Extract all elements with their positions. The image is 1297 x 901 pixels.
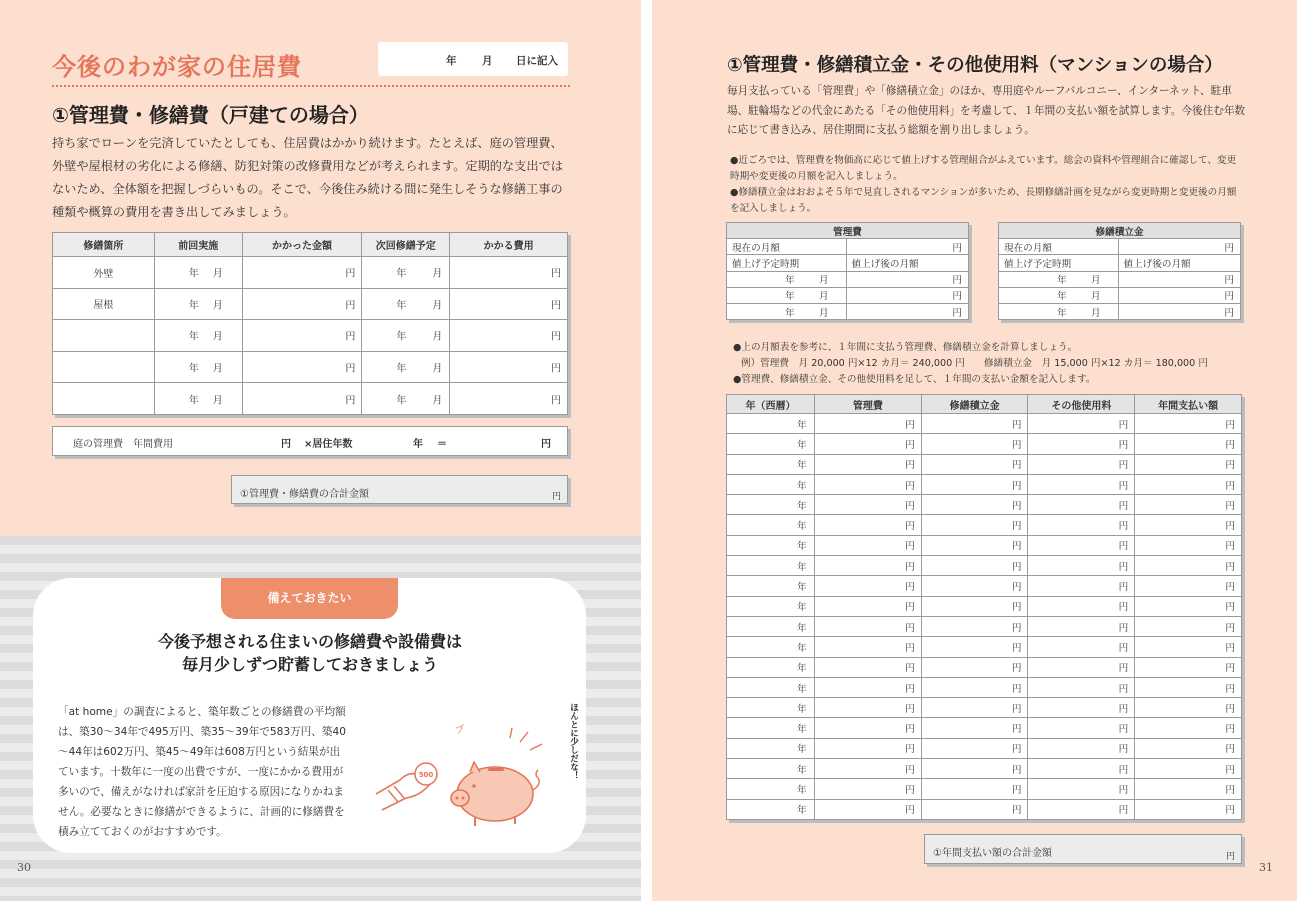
amount-cell[interactable]: 円 [814, 474, 921, 494]
sound-effect: ブ [453, 723, 467, 737]
table-row [727, 535, 1242, 555]
next-cost-cell[interactable]: 円 [450, 288, 568, 320]
amount-cell[interactable]: 円 [921, 677, 1028, 697]
change-date-cell[interactable]: 年 月 [727, 287, 847, 303]
gutter [641, 0, 652, 901]
amount-cell[interactable]: 円 [921, 474, 1028, 494]
amount-cell[interactable]: 円 [1135, 759, 1242, 779]
year-cell[interactable]: 年 [727, 779, 815, 799]
amount-cell[interactable]: 円 [1028, 414, 1135, 434]
total-box-house[interactable] [231, 475, 568, 504]
after-change-label: 値上げ後の月額 [1118, 255, 1241, 271]
year-cell[interactable]: 年 [727, 738, 815, 758]
amount-cell[interactable]: 円 [921, 596, 1028, 616]
amount-cell[interactable]: 円 [814, 596, 921, 616]
amount-cell[interactable]: 円 [921, 616, 1028, 636]
amount-cell[interactable]: 円 [1135, 637, 1242, 657]
change-date-cell[interactable]: 年 月 [999, 303, 1119, 319]
year-cell[interactable]: 年 [727, 698, 815, 718]
total-label: ①管理費・修繕費の合計金額 [240, 489, 369, 500]
table-row [727, 779, 1242, 799]
amount-cell[interactable]: 円 [921, 657, 1028, 677]
last-date-cell[interactable]: 年 月 [154, 288, 242, 320]
date-day-label: 日に記入 [516, 55, 558, 67]
amount-cell[interactable]: 円 [1028, 738, 1135, 758]
year-cell[interactable]: 年 [727, 576, 815, 596]
table-row [727, 556, 1242, 576]
table-row [727, 616, 1242, 636]
garden-equals: ＝ [437, 439, 447, 450]
example-line: 例）管理費 月 20,000 円×12 カ月＝ 240,000 円 修繕積立金 月 15,000 円×12 カ月＝ 180,000 円 [741, 358, 1208, 369]
amount-cell[interactable]: 円 [1028, 576, 1135, 596]
table-header: その他使用料 [1028, 395, 1135, 414]
amount-cell[interactable]: 円 [1135, 677, 1242, 697]
divider [52, 85, 570, 87]
amount-cell[interactable]: 円 [1135, 698, 1242, 718]
year-cell[interactable]: 年 [727, 596, 815, 616]
section-heading: ①管理費・修繕費（戸建ての場合） [52, 103, 369, 127]
after-amount-cell[interactable]: 円 [1118, 271, 1241, 287]
year-cell[interactable]: 年 [727, 657, 815, 677]
amount-cell[interactable]: 円 [1028, 718, 1135, 738]
total-box-condo[interactable] [924, 834, 1242, 864]
year-cell[interactable]: 年 [727, 677, 815, 697]
next-cost-cell[interactable]: 円 [450, 257, 568, 289]
table-header: かかった金額 [242, 233, 362, 257]
amount-cell[interactable]: 円 [1135, 434, 1242, 454]
garden-total-yen: 円 [541, 439, 551, 450]
amount-cell[interactable]: 円 [1135, 799, 1242, 819]
cost-cell[interactable]: 円 [242, 257, 362, 289]
date-entry-box[interactable] [378, 42, 568, 76]
year-cell[interactable]: 年 [727, 434, 815, 454]
note-annual: ●管理費、修繕積立金、その他使用料を足して、１年間の支払い金額を記入します。 [733, 374, 1096, 385]
cost-cell[interactable]: 円 [242, 351, 362, 383]
amount-cell[interactable]: 円 [1028, 698, 1135, 718]
amount-cell[interactable]: 円 [921, 759, 1028, 779]
notes-top [730, 153, 1245, 217]
cost-cell[interactable]: 円 [242, 288, 362, 320]
page-number-left: 30 [17, 861, 31, 874]
year-cell[interactable]: 年 [727, 515, 815, 535]
amount-cell[interactable]: 円 [1135, 657, 1242, 677]
table-row [53, 320, 568, 352]
current-monthly-cell[interactable]: 円 [1118, 239, 1241, 255]
garden-label: 庭の管理費 年間費用 [73, 439, 173, 450]
amount-cell[interactable]: 円 [1135, 474, 1242, 494]
year-cell[interactable]: 年 [727, 474, 815, 494]
table-row [727, 414, 1242, 434]
amount-cell[interactable]: 円 [814, 637, 921, 657]
condo-heading: ①管理費・修繕積立金・その他使用料（マンションの場合） [727, 55, 1223, 76]
amount-cell[interactable]: 円 [921, 576, 1028, 596]
year-cell[interactable]: 年 [727, 535, 815, 555]
amount-cell[interactable]: 円 [921, 779, 1028, 799]
table-row [727, 657, 1242, 677]
amount-cell[interactable]: 円 [814, 515, 921, 535]
amount-cell[interactable]: 円 [1135, 556, 1242, 576]
change-date-cell[interactable]: 年 月 [727, 303, 847, 319]
table-row [53, 257, 568, 289]
next-date-cell[interactable]: 年 月 [362, 351, 450, 383]
next-date-cell[interactable]: 年 月 [362, 257, 450, 289]
amount-cell[interactable]: 円 [1028, 677, 1135, 697]
section-body: 持ち家でローンを完済していたとしても、住居費はかかり続けます。たとえば、庭の管理費、外壁や屋根材の劣化による修繕、防犯対策の改修費用などが考えられます。定期的な支出ではないため、全体額を把握しづらいもの。そこで、今後住み続ける間に発生しそうな修繕工事の種類や概算の費用を書き出してみましょう。 [52, 136, 563, 219]
tip-title-line2: 毎月少しずつ貯蓄しておきましょう [181, 655, 438, 674]
amount-cell[interactable]: 円 [921, 556, 1028, 576]
amount-cell[interactable]: 円 [1028, 759, 1135, 779]
table-header: かかる費用 [450, 233, 568, 257]
amount-cell[interactable]: 円 [1135, 738, 1242, 758]
amount-cell[interactable]: 円 [1028, 616, 1135, 636]
table-row [727, 596, 1242, 616]
current-monthly-label: 現在の月額 [727, 239, 847, 255]
amount-cell[interactable]: 円 [1028, 535, 1135, 555]
garden-year: 年 [413, 439, 423, 450]
repair-place-cell[interactable] [53, 320, 155, 352]
amount-cell[interactable]: 円 [1135, 414, 1242, 434]
amount-cell[interactable]: 円 [921, 515, 1028, 535]
amount-cell[interactable]: 円 [814, 576, 921, 596]
tip-tag: 備えておきたい [221, 578, 398, 619]
table-header: 前回実施 [154, 233, 242, 257]
last-date-cell[interactable]: 年 月 [154, 351, 242, 383]
after-amount-cell[interactable]: 円 [846, 287, 969, 303]
amount-cell[interactable]: 円 [921, 535, 1028, 555]
year-cell[interactable]: 年 [727, 616, 815, 636]
change-time-label: 値上げ予定時期 [727, 255, 847, 271]
amount-cell[interactable]: 円 [1135, 515, 1242, 535]
year-cell[interactable]: 年 [727, 759, 815, 779]
amount-cell[interactable]: 円 [1135, 535, 1242, 555]
next-cost-cell[interactable]: 円 [450, 320, 568, 352]
amount-cell[interactable]: 円 [814, 759, 921, 779]
after-amount-cell[interactable]: 円 [1118, 287, 1241, 303]
after-change-label: 値上げ後の月額 [846, 255, 969, 271]
table-row [53, 288, 568, 320]
amount-cell[interactable]: 円 [814, 657, 921, 677]
table-header: 年（西暦） [727, 395, 815, 414]
table-header: 管理費 [814, 395, 921, 414]
amount-cell[interactable]: 円 [921, 637, 1028, 657]
table-row [727, 738, 1242, 758]
amount-cell[interactable]: 円 [1135, 495, 1242, 515]
amount-cell[interactable]: 円 [1028, 596, 1135, 616]
change-date-cell[interactable]: 年 月 [999, 287, 1119, 303]
after-amount-cell[interactable]: 円 [846, 271, 969, 287]
year-cell[interactable]: 年 [727, 637, 815, 657]
note-repair-reserve: ●修繕積立金はおおよそ５年で見直しされるマンションが多いため、長期修繕計画を見ながら変更時期と変更後の月額を記入しましょう。 [730, 187, 1237, 214]
current-monthly-cell[interactable]: 円 [846, 239, 969, 255]
last-date-cell[interactable]: 年 月 [154, 257, 242, 289]
table-row [727, 759, 1242, 779]
amount-cell[interactable]: 円 [814, 738, 921, 758]
speech-text: ほんとに少しだな！ [502, 703, 579, 713]
page-title: 今後のわが家の住居費 [52, 53, 302, 81]
note-management-fee: ●近ごろでは、管理費を物価高に応じて値上げする管理組合がふえています。総会の資料や管理組合に確認して、変更時期や変更後の月額を記入しましょう。 [730, 155, 1237, 182]
annual-payment-table [726, 394, 1242, 820]
amount-cell[interactable]: 円 [814, 718, 921, 738]
year-cell[interactable]: 年 [727, 495, 815, 515]
table-row [727, 718, 1242, 738]
year-cell[interactable]: 年 [727, 556, 815, 576]
table-header: 修繕積立金 [921, 395, 1028, 414]
amount-cell[interactable]: 円 [1028, 495, 1135, 515]
cost-cell[interactable]: 円 [242, 320, 362, 352]
year-cell[interactable]: 年 [727, 799, 815, 819]
table-row [727, 677, 1242, 697]
repair-place-cell[interactable]: 外壁 [53, 257, 155, 289]
next-cost-cell[interactable]: 円 [450, 351, 568, 383]
amount-cell[interactable]: 円 [814, 535, 921, 555]
table-title: 管理費 [727, 223, 969, 239]
amount-cell[interactable]: 円 [921, 738, 1028, 758]
repair-place-cell[interactable] [53, 383, 155, 415]
year-cell[interactable]: 年 [727, 718, 815, 738]
tip-title-line1: 今後予想される住まいの修繕費や設備費は [157, 632, 462, 651]
amount-cell[interactable]: 円 [1135, 616, 1242, 636]
repair-place-cell[interactable]: 屋根 [53, 288, 155, 320]
table-row [53, 351, 568, 383]
current-monthly-label: 現在の月額 [999, 239, 1119, 255]
change-date-cell[interactable]: 年 月 [999, 271, 1119, 287]
amount-cell[interactable]: 円 [1135, 454, 1242, 474]
amount-cell[interactable]: 円 [814, 799, 921, 819]
amount-cell[interactable]: 円 [1028, 799, 1135, 819]
piggy-snout [451, 790, 469, 806]
amount-cell[interactable]: 円 [1028, 556, 1135, 576]
amount-cell[interactable]: 円 [1135, 779, 1242, 799]
amount-cell[interactable]: 円 [1028, 474, 1135, 494]
table-row [727, 698, 1242, 718]
date-year-label: 年 [446, 55, 457, 67]
note-calc: ●上の月額表を参考に、１年間に支払う管理費、修繕積立金を計算しましょう。 [733, 342, 1078, 353]
next-date-cell[interactable]: 年 月 [362, 320, 450, 352]
tip-body: 「at home」の調査によると、築年数ごとの修繕費の平均額は、築30～34年で495万円、築35～39年で583万円、築40～44年は602万円、築45～49年は608万円という結果が出ています。十数年に一度の出費ですが、一度にかかる費用が多いので、備えがなければ家計を圧迫する原因になりかねません。必要なときに修繕ができるように、計画的に修繕費を積み立てておくのがおすすめです。 [58, 706, 346, 838]
tip-title [80, 630, 540, 676]
next-date-cell[interactable]: 年 月 [362, 383, 450, 415]
table-row [727, 454, 1242, 474]
table-row [727, 474, 1242, 494]
amount-cell[interactable]: 円 [1028, 434, 1135, 454]
year-cell[interactable]: 年 [727, 414, 815, 434]
repair-place-cell[interactable] [53, 351, 155, 383]
table-row [727, 576, 1242, 596]
repair-reserve-table [998, 222, 1241, 320]
condo-body: 毎月支払っている「管理費」や「修繕積立金」のほか、専用庭やルーフバルコニー、インターネット、駐車場、駐輪場などの代金にあたる「その他使用料」を考慮して、１年間の支払い額を試算します。今後住む年数に応じて書き込み、居住期間に支払う総額を割り出しましょう。 [727, 85, 1246, 136]
amount-cell[interactable]: 円 [814, 698, 921, 718]
amount-cell[interactable]: 円 [1028, 637, 1135, 657]
coin-slot [488, 768, 504, 771]
next-date-cell[interactable]: 年 月 [362, 288, 450, 320]
amount-cell[interactable]: 円 [921, 414, 1028, 434]
notes-bottom [733, 340, 1248, 388]
last-date-cell[interactable]: 年 月 [154, 320, 242, 352]
after-amount-cell[interactable]: 円 [1118, 303, 1241, 319]
amount-cell[interactable]: 円 [1028, 657, 1135, 677]
amount-cell[interactable]: 円 [1028, 515, 1135, 535]
table-row [727, 515, 1242, 535]
amount-cell[interactable]: 円 [1028, 454, 1135, 474]
total-yen: 円 [551, 492, 561, 502]
table-header: 修繕箇所 [53, 233, 155, 257]
table-row [727, 799, 1242, 819]
next-cost-cell[interactable]: 円 [450, 383, 568, 415]
table-row [727, 434, 1242, 454]
after-amount-cell[interactable]: 円 [846, 303, 969, 319]
change-date-cell[interactable]: 年 月 [727, 271, 847, 287]
amount-cell[interactable]: 円 [814, 556, 921, 576]
amount-cell[interactable]: 円 [814, 495, 921, 515]
amount-cell[interactable]: 円 [1135, 596, 1242, 616]
garden-cost-row[interactable] [52, 426, 568, 456]
amount-cell[interactable]: 円 [814, 616, 921, 636]
garden-yen: 円 [281, 439, 291, 450]
total-label: ①年間支払い額の合計金額 [933, 848, 1052, 859]
page-number-right: 31 [1259, 861, 1273, 874]
amount-cell[interactable]: 円 [814, 677, 921, 697]
garden-times-label: ×居住年数 [304, 439, 353, 450]
table-title: 修繕積立金 [999, 223, 1241, 239]
amount-cell[interactable]: 円 [921, 454, 1028, 474]
piggy-bank-illustration [370, 702, 579, 832]
year-cell[interactable]: 年 [727, 454, 815, 474]
table-row [53, 383, 568, 415]
amount-cell[interactable]: 円 [814, 454, 921, 474]
coin-label: 500 [418, 771, 434, 779]
amount-cell[interactable]: 円 [1135, 718, 1242, 738]
change-time-label: 値上げ予定時期 [999, 255, 1119, 271]
table-header: 次回修繕予定 [362, 233, 450, 257]
table-header: 年間支払い額 [1135, 395, 1242, 414]
amount-cell[interactable]: 円 [814, 434, 921, 454]
amount-cell[interactable]: 円 [921, 799, 1028, 819]
repair-table [52, 232, 568, 415]
amount-cell[interactable]: 円 [921, 495, 1028, 515]
table-row [727, 495, 1242, 515]
table-row [727, 637, 1242, 657]
total-yen: 円 [1225, 852, 1235, 862]
management-fee-table [726, 222, 969, 320]
amount-cell[interactable]: 円 [921, 698, 1028, 718]
last-date-cell[interactable]: 年 月 [154, 383, 242, 415]
amount-cell[interactable]: 円 [1028, 779, 1135, 799]
amount-cell[interactable]: 円 [814, 779, 921, 799]
amount-cell[interactable]: 円 [921, 434, 1028, 454]
date-month-label: 月 [482, 55, 493, 67]
amount-cell[interactable]: 円 [814, 414, 921, 434]
amount-cell[interactable]: 円 [921, 718, 1028, 738]
amount-cell[interactable]: 円 [1135, 576, 1242, 596]
cost-cell[interactable]: 円 [242, 383, 362, 415]
